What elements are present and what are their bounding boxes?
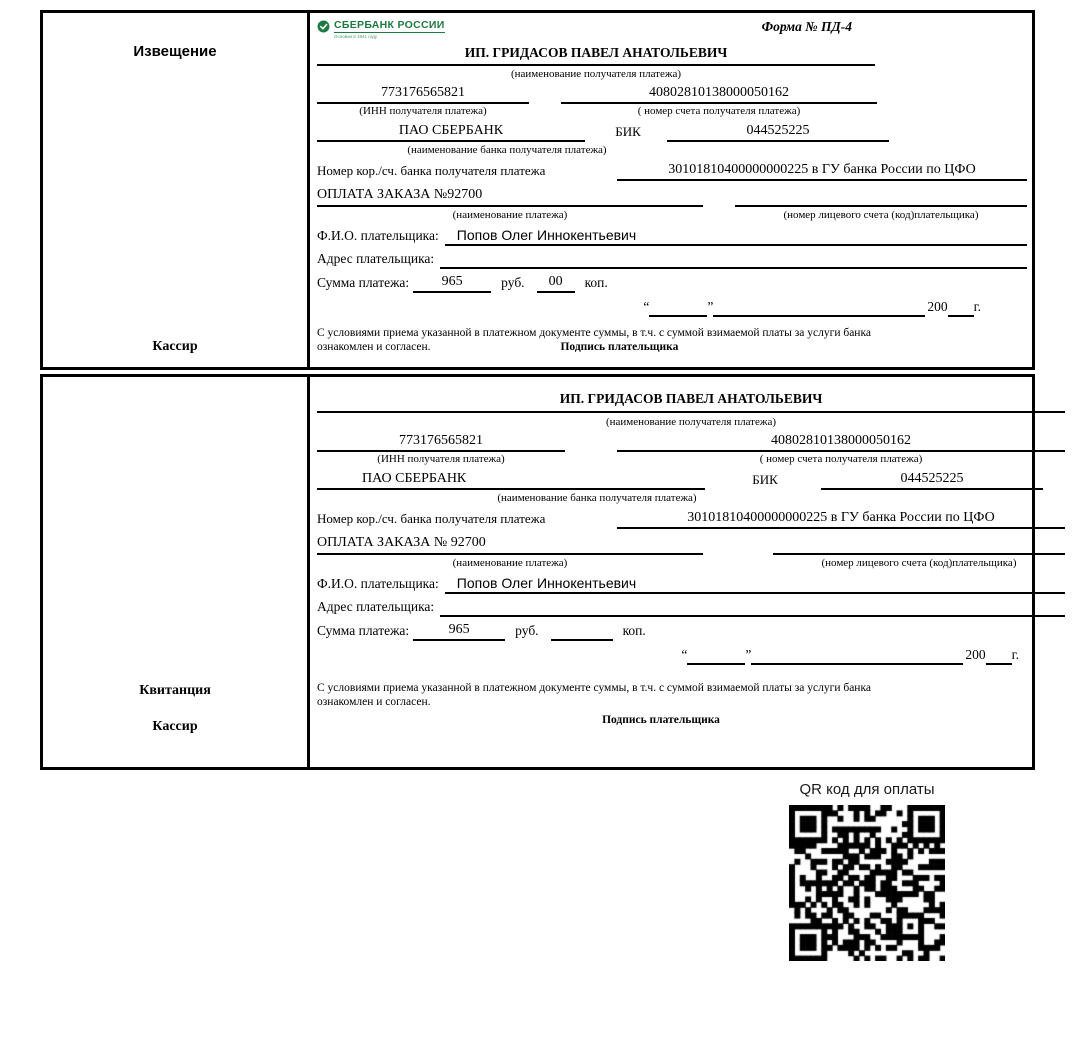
date-year-suffix: г. <box>973 299 981 314</box>
corr-account-value: 30101810400000000225 в ГУ банка России по ЦФО <box>617 510 1065 529</box>
payer-address-blank-field <box>440 599 1065 617</box>
rub-label: руб. <box>501 275 525 290</box>
recipient-name: ИП. ГРИДАСОВ ПАВЕЛ АНАТОЛЬЕВИЧ <box>317 391 1065 413</box>
bik-label: БИК <box>752 472 778 487</box>
receipt-body <box>310 377 1070 767</box>
date-open-quote: “ <box>681 647 688 662</box>
date-year-blank-field <box>986 648 1012 665</box>
sum-rub-value: 965 <box>413 274 491 293</box>
sum-label: Сумма платежа: <box>317 275 410 290</box>
notice-body <box>310 13 1032 367</box>
recipient-caption: (наименование получателя платежа) <box>605 416 777 428</box>
bank-name: ПАО СБЕРБАНК <box>317 123 585 142</box>
signature-label: Подпись плательщика <box>560 341 679 353</box>
inn-caption: (ИНН получателя платежа) <box>377 453 505 465</box>
date-year-prefix: 200 <box>965 647 986 662</box>
payer-address-label: Адрес плательщика: <box>317 251 435 266</box>
payer-code-blank-field <box>735 189 1027 207</box>
notice-title: Извещение <box>133 43 217 60</box>
terms-line2: ознакомлен и согласен. <box>317 341 431 353</box>
notice-left-column <box>43 13 310 367</box>
receipt-section <box>40 374 1035 770</box>
sum-label: Сумма платежа: <box>317 623 410 638</box>
kop-label: коп. <box>622 623 646 638</box>
inn-value: 773176565821 <box>317 433 565 452</box>
payer-code-blank-field <box>773 537 1065 555</box>
terms-line1: С условиями приема указанной в платежном документе суммы, в т.ч. с суммой взимаемой платы за услуги банка <box>317 327 871 339</box>
date-day-blank-field <box>649 300 707 317</box>
payment-name: ОПЛАТА ЗАКАЗА № 92700 <box>317 535 703 555</box>
receipt-left-column <box>43 377 310 767</box>
pd4-payment-form <box>40 10 1035 770</box>
bank-name: ПАО СБЕРБАНК <box>317 471 705 490</box>
account-caption: ( номер счета получателя платежа) <box>759 453 923 465</box>
payer-code-caption: (номер лицевого счета (код)плательщика) <box>783 209 979 221</box>
date-open-quote: “ <box>643 299 650 314</box>
corr-account-label: Номер кор./сч. банка получателя платежа <box>317 163 546 178</box>
notice-cashier-label: Кассир <box>152 339 198 354</box>
bik-value: 044525225 <box>821 471 1043 490</box>
payer-name-value: Попов Олег Иннокентьевич <box>445 227 1027 246</box>
bik-label: БИК <box>615 124 641 139</box>
sberbank-logo-tagline: Основан в 1841 году <box>334 34 378 39</box>
account-value: 40802810138000050162 <box>561 85 877 104</box>
date-day-blank-field <box>687 648 745 665</box>
rub-label: руб. <box>515 623 539 638</box>
qr-title: QR код для оплаты <box>799 781 935 798</box>
terms-line1: С условиями приема указанной в платежном документе суммы, в т.ч. с суммой взимаемой платы за услуги банка <box>317 682 871 694</box>
notice-section <box>40 10 1035 370</box>
bik-value: 044525225 <box>667 123 889 142</box>
payment-caption: (наименование платежа) <box>452 209 568 221</box>
payment-name: ОПЛАТА ЗАКАЗА №92700 <box>317 187 703 207</box>
corr-account-value: 30101810400000000225 в ГУ банка России по ЦФО <box>617 162 1027 181</box>
receipt-title: Квитанция <box>139 683 211 698</box>
sberbank-logo-icon <box>317 20 330 33</box>
form-number: Форма № ПД-4 <box>761 19 852 34</box>
payer-name-label: Ф.И.О. плательщика: <box>317 228 439 243</box>
sum-kop-blank-field <box>551 623 613 641</box>
bank-caption: (наименование банка получателя платежа) <box>497 492 697 504</box>
receipt-cashier-label: Кассир <box>152 719 198 734</box>
recipient-caption: (наименование получателя платежа) <box>510 68 682 80</box>
terms-line2: ознакомлен и согласен. <box>317 696 431 708</box>
sum-kop-value: 00 <box>537 274 575 293</box>
date-year-suffix: г. <box>1011 647 1019 662</box>
bank-caption: (наименование банка получателя платежа) <box>407 144 607 156</box>
payer-address-label: Адрес плательщика: <box>317 599 435 614</box>
date-close-quote: ” <box>745 647 752 662</box>
date-month-blank-field <box>751 648 963 665</box>
date-close-quote: ” <box>707 299 714 314</box>
account-value: 40802810138000050162 <box>617 433 1065 452</box>
date-month-blank-field <box>713 300 925 317</box>
corr-account-label: Номер кор./сч. банка получателя платежа <box>317 511 546 526</box>
sum-rub-value: 965 <box>413 622 505 641</box>
sberbank-logo-text: СБЕРБАНК РОССИИ <box>334 19 445 31</box>
inn-value: 773176565821 <box>317 85 529 104</box>
payer-code-caption: (номер лицевого счета (код)плательщика) <box>821 557 1017 569</box>
qr-block <box>742 781 992 966</box>
sberbank-logo <box>317 19 445 39</box>
recipient-name: ИП. ГРИДАСОВ ПАВЕЛ АНАТОЛЬЕВИЧ <box>317 45 875 66</box>
payer-address-blank-field <box>440 251 1027 269</box>
date-year-prefix: 200 <box>927 299 948 314</box>
inn-caption: (ИНН получателя платежа) <box>359 105 487 117</box>
kop-label: коп. <box>584 275 608 290</box>
signature-label: Подпись плательщика <box>602 714 720 726</box>
payer-name-value: Попов Олег Иннокентьевич <box>445 575 1065 594</box>
payment-caption: (наименование платежа) <box>452 557 568 569</box>
account-caption: ( номер счета получателя платежа) <box>637 105 801 117</box>
qr-code <box>789 805 945 961</box>
date-year-blank-field <box>948 300 974 317</box>
payer-name-label: Ф.И.О. плательщика: <box>317 576 439 591</box>
